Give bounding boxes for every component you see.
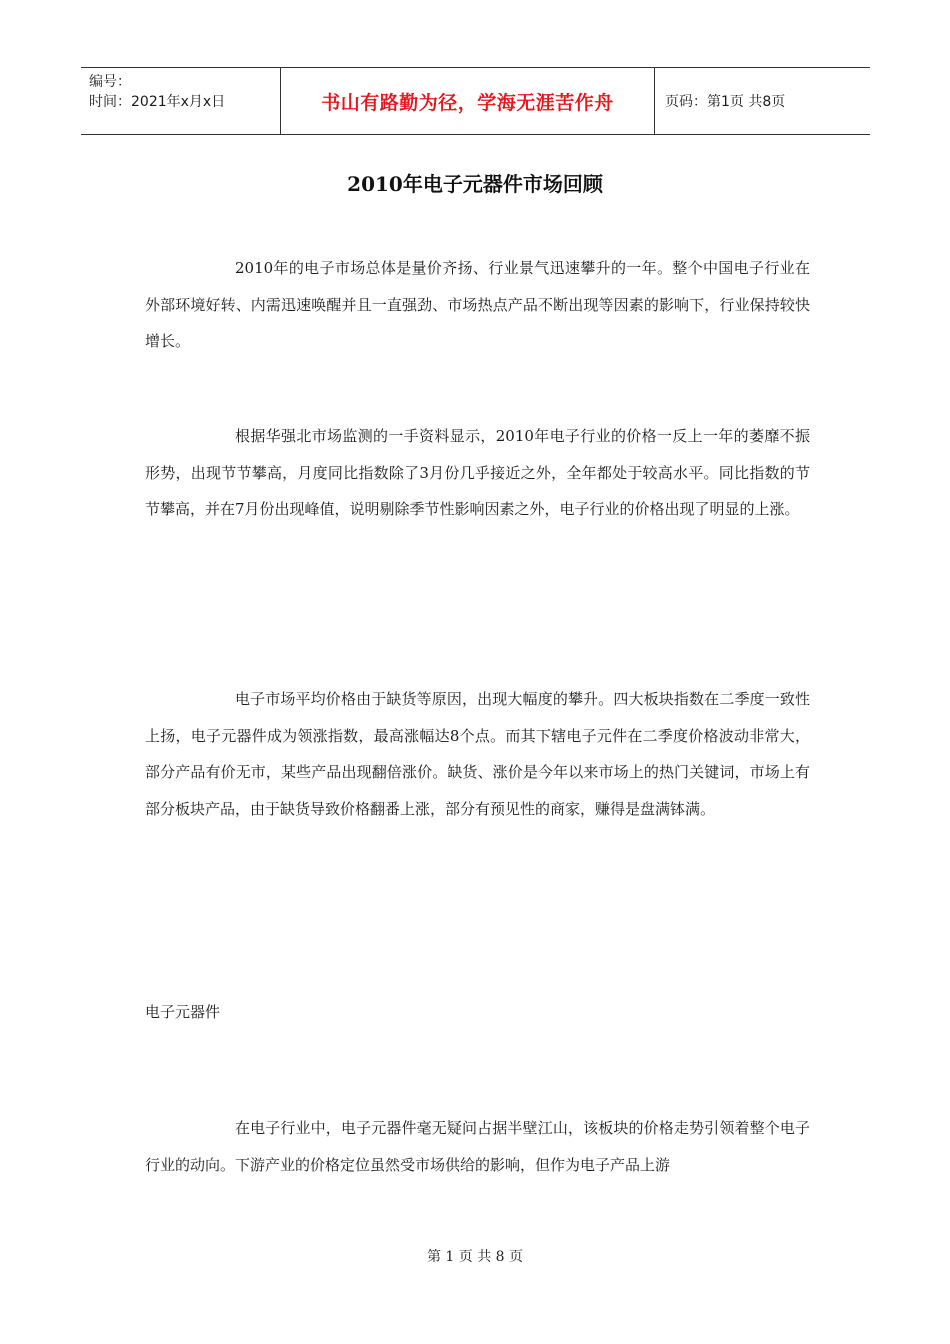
header-page-info: 页码：第1页 共8页 bbox=[665, 94, 786, 110]
paragraph-1: 2010年的电子市场总体是量价齐扬、行业景气迅速攀升的一年。整个中国电子行业在外部环境好转、内需迅速唤醒并且一直强劲、市场热点产品不断出现等因素的影响下，行业保持较快增长。 bbox=[145, 259, 810, 350]
page-footer: 第 1 页 共 8 页 bbox=[426, 1249, 524, 1265]
paragraph-4: 在电子行业中，电子元器件毫无疑问占据半壁江山，该板块的价格走势引领着整个电子行业的动向。下游产业的价格定位虽然受市场供给的影响，但作为电子产品上游 bbox=[145, 1119, 810, 1174]
document-title: 2010年电子元器件市场回顾 bbox=[347, 172, 603, 196]
header-motto: 书山有路勤为径，学海无涯苦作舟 bbox=[321, 91, 614, 114]
header-table bbox=[81, 67, 870, 135]
document-number-label: 编号： bbox=[89, 74, 131, 90]
header-motto-cell bbox=[281, 68, 655, 134]
paragraph-3: 电子市场平均价格由于缺货等原因，出现大幅度的攀升。四大板块指数在二季度一致性上扬，电子元器件成为领涨指数，最高涨幅达8个点。而其下辖电子元件在二季度价格波动非常大，部分产品有价无市，某些产品出现翻倍涨价。缺货、涨价是今年以来市场上的热门关键词，市场上有部分板块产品，由于缺货导致价格翻番上涨，部分有预见性的商家，赚得是盘满钵满。 bbox=[145, 690, 810, 818]
document-time-label: 时间：2021年x月x日 bbox=[89, 94, 226, 110]
paragraph-2: 根据华强北市场监测的一手资料显示，2010年电子行业的价格一反上一年的萎靡不振形势，出现节节攀高，月度同比指数除了3月份几乎接近之外，全年都处于较高水平。同比指数的节节攀高，并在7月份出现峰值，说明剔除季节性影响因素之外，电子行业的价格出现了明显的上涨。 bbox=[145, 427, 810, 518]
header-meta-cell bbox=[81, 68, 281, 134]
header-page-cell bbox=[655, 68, 870, 134]
section-heading: 电子元器件 bbox=[145, 1003, 221, 1021]
